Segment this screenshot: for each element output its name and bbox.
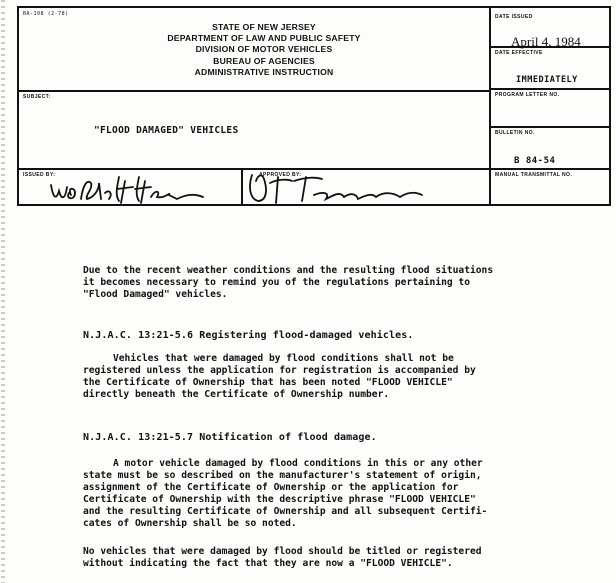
text-line: "Flood Damaged" vehicles. [83,289,228,300]
instruction-header-form [17,6,611,206]
form-number: BA-108 (2-78) [23,11,69,17]
date-issued-value: April 4, 1984 [511,34,581,49]
date-effective-label: DATE EFFECTIVE [495,50,543,56]
text-line: cates of Ownership shall be so noted. [83,518,297,529]
section-5-7-paragraph [83,458,583,530]
section-heading-5-6: N.J.A.C. 13:21-5.6 Registering flood-damaged vehicles. [83,330,414,341]
text-line: Vehicles that were damaged by flood conditions shall not be [113,353,454,364]
agency-line: BUREAU OF AGENCIES [213,55,315,66]
text-line: assignment of the Certificate of Ownership or the application for [83,482,459,493]
bulletin-value: B 84-54 [514,156,556,166]
closing-paragraph [83,546,583,570]
section-heading-5-7: N.J.A.C. 13:21-5.7 Notification of flood damage. [83,432,377,443]
agency-line: DIVISION OF MOTOR VEHICLES [195,44,333,55]
agency-line: STATE OF NEW JERSEY [212,22,316,32]
program-divider [489,126,611,128]
section-5-6-paragraph [83,353,583,401]
issued-by-label: ISSUED BY: [23,172,56,178]
text-line: Certificate of Ownership with the descriptive phrase "FLOOD VEHICLE" [83,494,476,505]
text-line: and the resulting Certificate of Ownership and all subsequent Certifi- [83,506,488,517]
scan-edge [1,0,5,583]
agency-line: DEPARTMENT OF LAW AND PUBLIC SAFETY [167,33,361,44]
date-issued-label: DATE ISSUED [495,14,533,20]
text-line: Due to the recent weather conditions and the resulting flood situations [83,265,494,276]
signature-column-divider [241,168,243,204]
agency-line: ADMINISTRATIVE INSTRUCTION [194,66,334,77]
issued-by-signature [47,173,227,205]
approved-by-signature [244,171,444,205]
text-line: directly beneath the Certificate of Ownership number. [83,389,390,400]
text-line: A motor vehicle damaged by flood conditions in this or any other [113,458,483,469]
manual-transmittal-label: MANUAL TRANSMITTAL NO. [495,172,573,178]
program-letter-label: PROGRAM LETTER NO. [495,92,560,98]
date-effective-value: IMMEDIATELY [516,75,578,85]
right-column-divider [489,8,491,204]
text-line: without indicating the fact that they are now a "FLOOD VEHICLE". [83,558,453,569]
text-line: registered unless the application for registration is accompanied by [83,365,476,376]
approved-by-label: APPROVED BY: [259,172,302,178]
effective-divider [489,88,611,90]
signature-divider [19,168,611,170]
text-line: state must be so described on the manufacturer's statement of origin, [83,470,482,481]
text-line: it becomes necessary to remind you of the regulations pertaining to [83,277,470,288]
subject-label: SUBJECT: [23,94,51,100]
text-line: the Certificate of Ownership that has been noted "FLOOD VEHICLE" [83,377,453,388]
subject-value: "FLOOD DAMAGED" VEHICLES [94,125,239,136]
subject-divider [19,90,489,92]
intro-paragraph [83,265,583,301]
bulletin-label: BULLETIN NO. [495,130,535,136]
text-line: No vehicles that were damaged by flood should be titled or registered [83,546,482,557]
agency-block [99,22,429,78]
